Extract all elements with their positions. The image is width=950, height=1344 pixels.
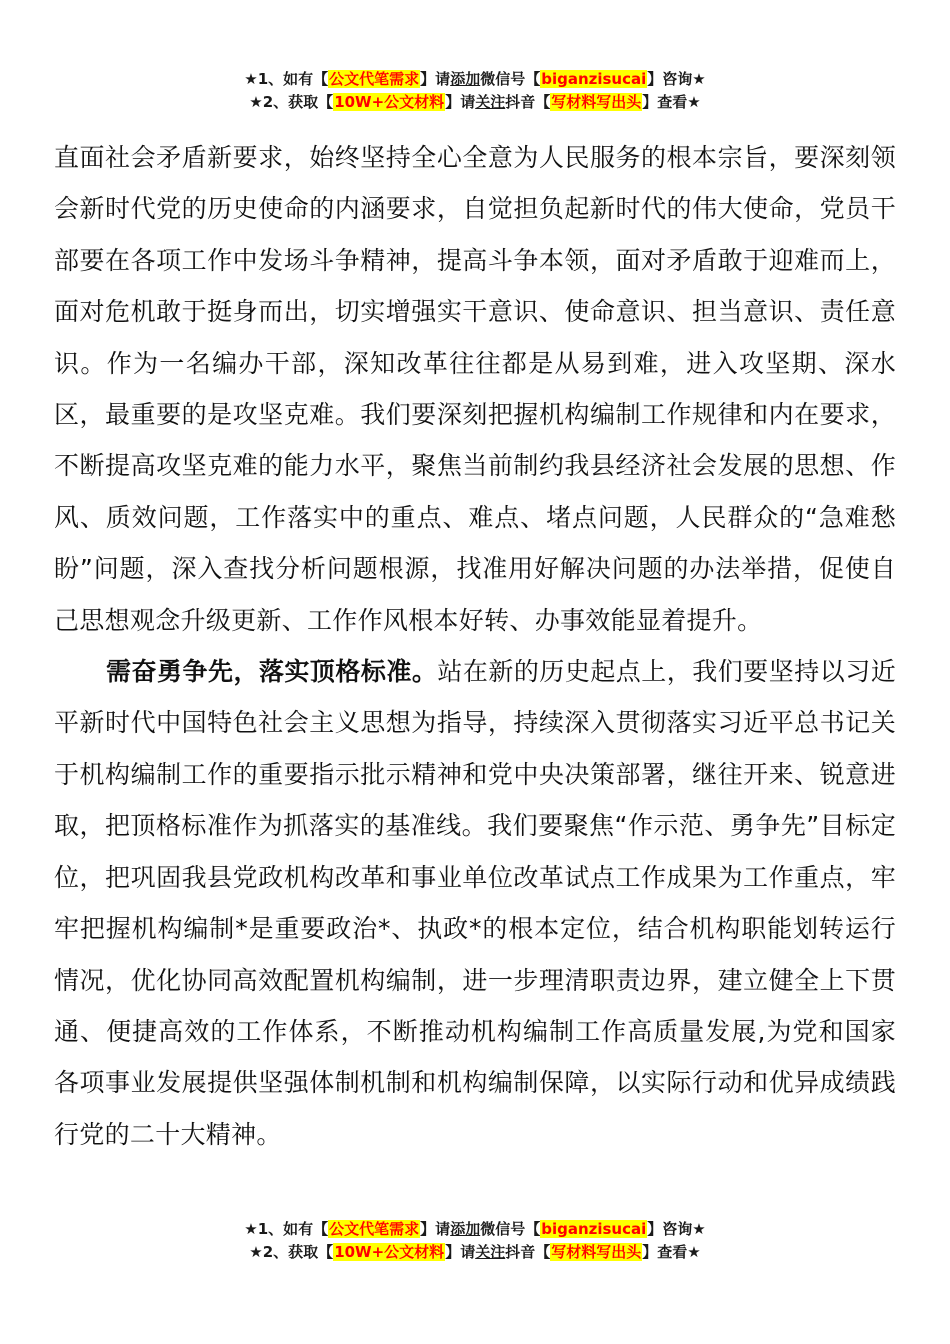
- footer-line-2-suffix: 】查看★: [642, 1243, 701, 1261]
- body-paragraph-2: [54, 646, 896, 1160]
- footer-line-2-mid: 】请: [445, 1243, 476, 1261]
- paragraph-2-text: 站在新的历史起点上，我们要坚持以习近平新时代中国特色社会主义思想为指导，持续深入贯彻落实习近平总书记关于机构编制工作的重要指示批示精神和党中央决策部署，继往开来、锐意进取，把顶格标准作为抓落实的基准线。我们要聚焦“作示范、勇争先”目标定位，把巩固我县党政机构改革和事业单位改革试点工作成果为工作重点，牢牢把握机构编制*是重要政治*、执政*的根本定位，结合机构职能划转运行情况，优化协同高效配置机构编制，进一步理清职责边界，建立健全上下贯通、便捷高效的工作体系，不断推动机构编制工作高质量发展,为党和国家各项事业发展提供坚强体制机制和机构编制保障，以实际行动和优异成绩践行党的二十大精神。: [54, 657, 896, 1149]
- promo-highlight-service: 公文代笔需求: [329, 70, 420, 88]
- promo-line-2-suffix: 】查看★: [642, 93, 701, 111]
- footer-underline-follow: 关注: [475, 1243, 506, 1261]
- promo-underline-follow: 关注: [475, 93, 506, 111]
- footer-highlight-douyin-account: 写材料写出头: [551, 1243, 642, 1261]
- footer-line-1-mid2: 微信号【: [480, 1220, 541, 1238]
- footer-line-2-mid2: 抖音【: [505, 1243, 551, 1261]
- footer-promo-line-2: [0, 1241, 950, 1264]
- footer-promo-banner: [0, 1218, 950, 1264]
- promo-line-1-prefix: ★1、如有【: [244, 70, 329, 88]
- paragraph-2-heading: 需奋勇争先，落实顶格标准。: [106, 657, 438, 687]
- document-body: [54, 132, 896, 1160]
- footer-line-1-prefix: ★1、如有【: [244, 1220, 329, 1238]
- promo-line-2-mid: 】请: [445, 93, 476, 111]
- footer-highlight-wechat-id: biganzisucai: [541, 1220, 647, 1238]
- footer-line-2-prefix: ★2、获取【: [249, 1243, 334, 1261]
- promo-line-1-suffix: 】咨询★: [647, 70, 706, 88]
- footer-promo-line-1: [0, 1218, 950, 1241]
- body-paragraph-1: 直面社会矛盾新要求，始终坚持全心全意为人民服务的根本宗旨，要深刻领会新时代党的历史使命的内涵要求，自觉担负起新时代的伟大使命，党员干部要在各项工作中发场斗争精神，提高斗争本领，面对矛盾敢于迎难而上，面对危机敢于挺身而出，切实增强实干意识、使命意识、担当意识、责任意识。作为一名编办干部，深知改革往往都是从易到难，进入攻坚期、深水区，最重要的是攻坚克难。我们要深刻把握机构编制工作规律和内在要求，不断提高攻坚克难的能力水平，聚焦当前制约我县经济社会发展的思想、作风、质效问题，工作落实中的重点、难点、堵点问题，人民群众的“急难愁盼”问题，深入查找分析问题根源，找准用好解决问题的办法举措，促使自己思想观念升级更新、工作作风根本好转、办事效能显着提升。: [54, 143, 896, 635]
- promo-highlight-wechat-id: biganzisucai: [541, 70, 647, 88]
- footer-highlight-service: 公文代笔需求: [329, 1220, 420, 1238]
- footer-line-1-suffix: 】咨询★: [647, 1220, 706, 1238]
- header-promo-banner: [0, 68, 950, 114]
- promo-line-1: [0, 68, 950, 91]
- footer-line-1-mid: 】请: [420, 1220, 451, 1238]
- promo-line-1-mid: 】请: [420, 70, 451, 88]
- promo-highlight-douyin-account: 写材料写出头: [551, 93, 642, 111]
- promo-line-1-mid2: 微信号【: [480, 70, 541, 88]
- promo-highlight-materials: 10W+公文材料: [334, 93, 445, 111]
- promo-line-2-mid2: 抖音【: [505, 93, 551, 111]
- promo-underline-add: 添加: [450, 70, 481, 88]
- footer-highlight-materials: 10W+公文材料: [334, 1243, 445, 1261]
- promo-line-2-prefix: ★2、获取【: [249, 93, 334, 111]
- promo-line-2: [0, 91, 950, 114]
- footer-underline-add: 添加: [450, 1220, 481, 1238]
